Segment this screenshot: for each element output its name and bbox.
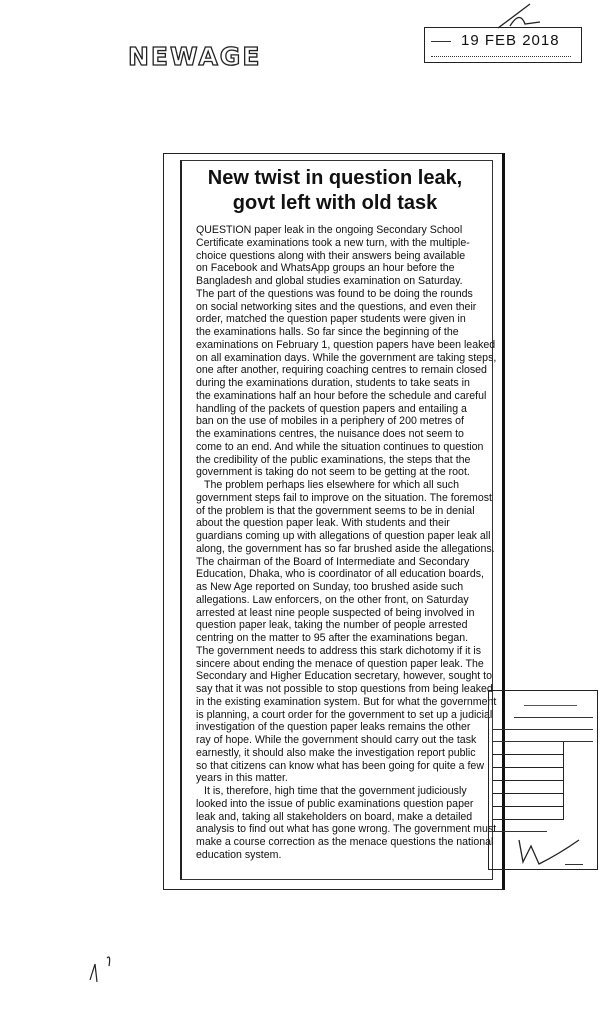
article-text-line: come to an end. And while the situation continues to question — [196, 440, 484, 453]
article-text-line: earnestly, it should also make the investigation report public — [196, 746, 476, 759]
article-text-line: investigation of the question paper leaks remains the other — [196, 721, 471, 734]
stamp-page-line — [431, 50, 571, 57]
headline-line: govt left with old task — [232, 192, 438, 214]
article-body — [196, 224, 497, 862]
article-text-line: along, the government has so far brushed aside the allegations. — [196, 542, 495, 555]
article-text-line: of the problem is that the government seems to be in denial — [196, 504, 475, 517]
article-text-line: Secondary and Higher Education secretary, however, sought to — [196, 670, 493, 683]
article-text-line: ban on the use of mobiles in a periphery of 200 metres of — [196, 415, 464, 428]
article-headline — [180, 166, 490, 216]
article-text-line: one after another, requiring coaching centres to remain closed — [196, 364, 487, 377]
signature-mark — [490, 0, 550, 30]
article-text-line: arrested at least nine people suspected of being involved in — [196, 606, 475, 619]
article-text-line: ray of hope. While the government should carry out the task — [196, 734, 477, 746]
article-text-line: the examinations half an hour before the schedule and careful — [196, 389, 487, 402]
article-text-line: government steps fail to improve on the situation. The foremost — [196, 491, 492, 504]
article-text-line: The government needs to address this stark dichotomy if it is — [196, 644, 481, 657]
article-text-line: the credibility of the public examinations, the steps that the — [196, 453, 471, 466]
article-text-line: years in this matter. — [196, 772, 288, 785]
office-routing-stamp — [488, 690, 598, 870]
article-text-line: allegations. Law enforcers, on the other front, on Saturday — [196, 593, 469, 606]
article-text-line: The chairman of the Board of Intermediate and Secondary — [196, 555, 470, 568]
article-text-line: the examinations halls. So far since the beginning of the — [196, 326, 459, 338]
article-text-line: It is, therefore, high time that the government judiciously — [204, 785, 467, 797]
newspaper-logo: NEWAGE — [128, 42, 262, 71]
article-text-line: examinations on February 1, question papers have been leaked — [196, 338, 496, 351]
article-text-line: The problem perhaps lies elsewhere for which all such — [204, 479, 459, 491]
article-text-line: Bangladesh and global studies examination on Saturday. — [196, 275, 463, 287]
article-text-line: sincere about ending the menace of question paper leak. The — [196, 657, 484, 670]
article-text-line: looked into the issue of public examinations question paper — [196, 797, 474, 810]
article-text-line: question paper leak, taking the number of people arrested — [196, 619, 468, 632]
stamp-date-label — [431, 35, 451, 42]
article-text-line: on social networking sites and the questions, and even their — [196, 300, 477, 313]
article-text-line: choice questions along with their answers being available — [196, 249, 466, 262]
article-text-line: in the existing examination system. But for what the government — [196, 695, 497, 708]
article-text-line: the examinations centres, the nuisance does not seem to — [196, 428, 464, 440]
article-text-line: Education, Dhaka, who is coordinator of all education boards, — [196, 568, 484, 581]
article-text-line: make a course correction as the menace questions the national — [196, 836, 494, 848]
article-text-line: about the question paper leak. With students and their — [196, 517, 450, 530]
article-text-line: government is taking do not seem to be getting at the root. — [196, 466, 470, 479]
date-stamp — [424, 27, 582, 63]
article-text-line: is planning, a court order for the government to set up a judicial — [196, 708, 493, 721]
article-text-line: so that citizens can know what has been going for quite a few — [196, 759, 484, 772]
stamp-date: 19 FEB 2018 — [461, 32, 560, 49]
article-text-line: as New Age reported on Sunday, too brushed aside such — [196, 581, 464, 593]
article-text-line: order, matched the question paper students were given in — [196, 313, 466, 326]
article-text-line: Certificate examinations took a new turn, with the multiple- — [196, 236, 470, 249]
article-text-line: centring on the matter to 95 after the examinations began. — [196, 632, 469, 644]
article-text-line: The part of the questions was found to be doing the rounds — [196, 287, 473, 300]
article-text-line: handling of the packets of question papers and entailing a — [196, 402, 467, 415]
article-text-line: leak and, taking all stakeholders on board, make a detailed — [196, 810, 473, 823]
article-text-line: during the examinations duration, students to take seats in — [196, 377, 470, 389]
handwritten-mark — [85, 950, 125, 990]
headline-line: New twist in question leak, — [207, 167, 463, 189]
signature-mark — [509, 832, 589, 872]
article-text-line: say that it was not possible to stop questions from being leaked — [196, 683, 493, 695]
article-text-line: QUESTION paper leak in the ongoing Secondary School — [196, 224, 463, 236]
article-text-line: analysis to find out what has gone wrong. The government must — [196, 823, 497, 836]
article-text-line: on all examination days. While the government are taking steps, — [196, 351, 497, 364]
article-text-line: education system. — [196, 848, 282, 861]
article-text-line: guardians coming up with allegations of question paper leak all — [196, 530, 491, 542]
article-text-line: on Facebook and WhatsApp groups an hour before the — [196, 262, 455, 275]
